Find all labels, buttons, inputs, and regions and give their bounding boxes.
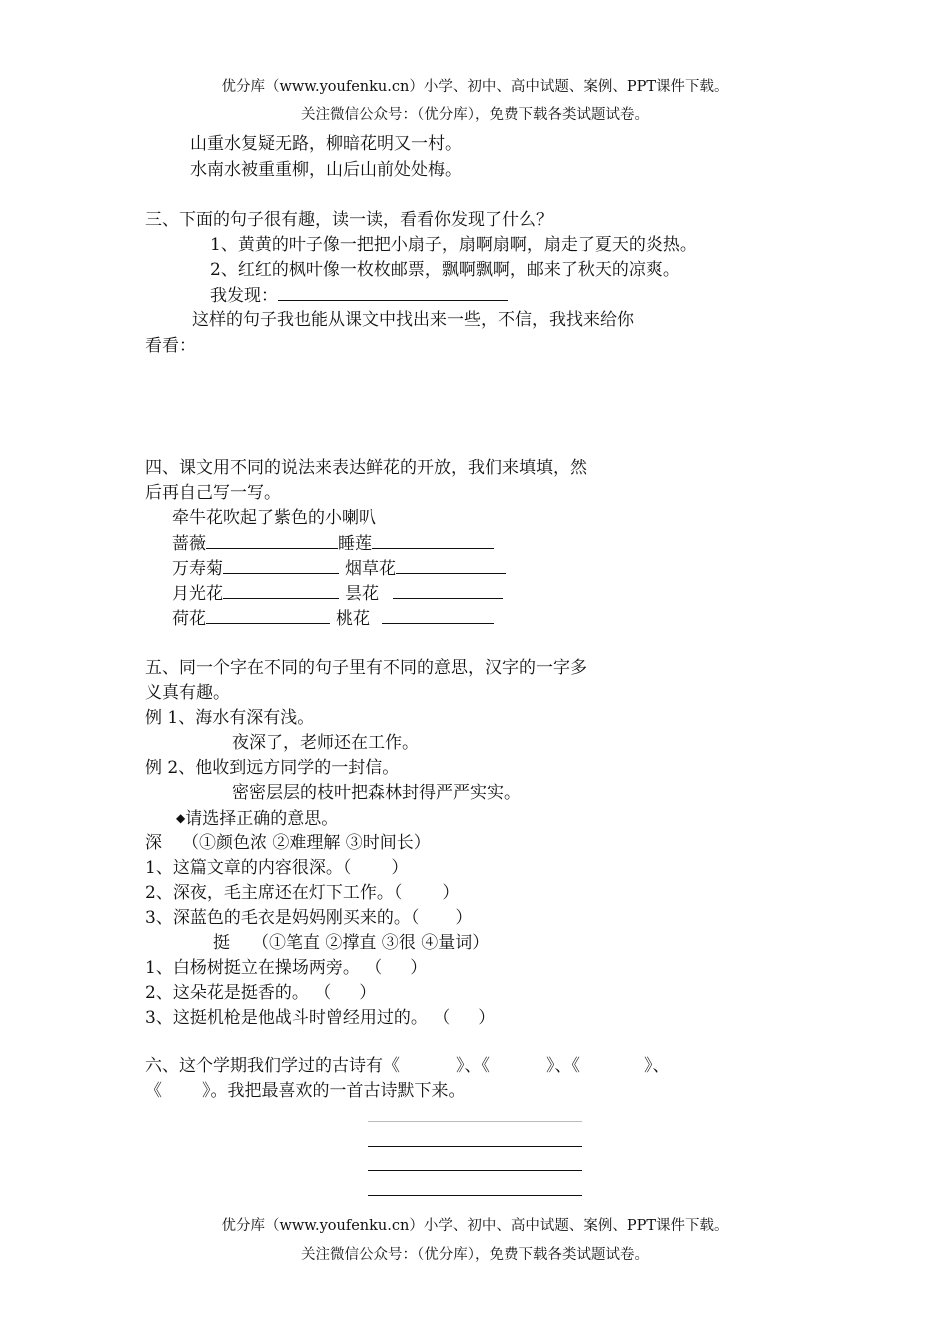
question-text: 2、这朵花是挺香的。 （: [145, 983, 332, 1003]
section-3-found: [210, 285, 508, 306]
section-5-title-1: 五、同一个字在不同的句子里有不同的意思，汉字的一字多: [145, 658, 587, 678]
paren-close: ）: [455, 908, 473, 928]
paren-close: ）: [391, 858, 409, 878]
flower-label-a: 荷花: [172, 609, 206, 629]
ting-options-line: [213, 933, 489, 953]
flower-blank-a[interactable]: [223, 558, 339, 574]
section-3-sentence-1: 1、黄黄的叶子像一把把小扇子，扇啊扇啊，扇走了夏天的炎热。: [210, 235, 697, 255]
writing-line[interactable]: [368, 1146, 582, 1147]
flower-blank-a[interactable]: [206, 533, 338, 549]
separator: 、: [652, 1056, 670, 1076]
section-4-title-2: 后再自己写一写。: [145, 483, 281, 503]
diamond-bullet-icon: ◆: [176, 811, 186, 825]
section-6-line-2: [145, 1081, 466, 1101]
flower-label-a: 万寿菊: [172, 559, 223, 579]
question-text: 3、这挺机枪是他战斗时曾经用过的。 （: [145, 1008, 451, 1028]
bracket-close: 》: [456, 1056, 465, 1076]
instruction-text: 请选择正确的意思。: [185, 809, 339, 829]
paren-close: ）: [442, 883, 460, 903]
question-text: 2、深夜，毛主席还在灯下工作。（: [145, 883, 403, 903]
shen-label: 深: [145, 833, 162, 853]
writing-line[interactable]: [368, 1121, 582, 1122]
example-1-a: 例 1、海水有深有浅。: [145, 708, 315, 728]
ting-label: 挺: [213, 933, 230, 953]
section-6-outro: 》。我把最喜欢的一首古诗默下来。: [202, 1081, 466, 1101]
writing-line[interactable]: [368, 1195, 582, 1196]
separator: 、: [554, 1056, 572, 1076]
question-text: 1、白杨树挺立在操场两旁。 （: [145, 958, 383, 978]
instruction: [176, 808, 338, 829]
example-1-b: 夜深了，老师还在工作。: [232, 733, 419, 753]
section-3-sentence-2: 2、红红的枫叶像一枚枚邮票，飘啊飘啊，邮来了秋天的凉爽。: [210, 260, 680, 280]
paren-close: ）: [359, 983, 377, 1003]
section-4-title-1: 四、课文用不同的说法来表达鲜花的开放，我们来填填，然: [145, 458, 587, 478]
flower-blank-b[interactable]: [372, 533, 494, 549]
flower-row: [172, 583, 503, 604]
separator: 、: [464, 1056, 482, 1076]
bracket-open: 《: [481, 1056, 490, 1076]
flower-blank-b[interactable]: [396, 558, 506, 574]
flower-blank-b[interactable]: [382, 608, 494, 624]
found-blank[interactable]: [278, 285, 508, 301]
poem-line-2: 水南水被重重柳，山后山前处处梅。: [190, 160, 462, 180]
bracket-close: 》: [546, 1056, 555, 1076]
flower-label-b: 烟草花: [345, 559, 396, 579]
ting-question: [145, 958, 427, 978]
example-2-a: 例 2、他收到远方同学的一封信。: [145, 758, 400, 778]
flower-row: [172, 558, 506, 579]
paren-close: ）: [478, 1008, 496, 1028]
bracket-close: 》: [644, 1056, 653, 1076]
page-footer-line1: 优分库（www.youfenku.cn）小学、初中、高中试题、案例、PPT课件下载。: [221, 1218, 729, 1234]
ting-options: （①笔直 ②撑直 ③很 ④量词）: [252, 933, 490, 953]
page-footer-line2: 关注微信公众号：（优分库），免费下载各类试题试卷。: [301, 1247, 649, 1263]
section-5-title-2: 义真有趣。: [145, 683, 230, 703]
example-2-b: 密密层层的枝叶把森林封得严严实实。: [232, 783, 521, 803]
flower-row: [172, 608, 494, 629]
section-3-find-line-2: 看看：: [145, 336, 196, 356]
ting-question: [145, 983, 376, 1003]
shen-question: [145, 883, 459, 903]
page-header-line1: 优分库（www.youfenku.cn）小学、初中、高中试题、案例、PPT课件下载。: [221, 79, 729, 95]
section-4-example: 牵牛花吹起了紫色的小喇叭: [172, 508, 376, 528]
flower-blank-b[interactable]: [393, 583, 503, 599]
flower-label-b: 睡莲: [338, 534, 372, 554]
section-6-line-1: [145, 1056, 670, 1076]
page-header-line2: 关注微信公众号：（优分库），免费下载各类试题试卷。: [301, 107, 649, 123]
poem-line-1: 山重水复疑无路，柳暗花明又一村。: [190, 134, 462, 154]
found-label: 我发现：: [210, 286, 278, 306]
question-text: 1、这篇文章的内容很深。（: [145, 858, 352, 878]
bracket-open: 《: [145, 1081, 162, 1101]
shen-question: [145, 908, 472, 928]
section-3-title: 三、下面的句子很有趣，读一读，看看你发现了什么？: [145, 210, 553, 230]
shen-options-line: [145, 833, 431, 853]
ting-question: [145, 1008, 495, 1028]
flower-label-a: 月光花: [172, 584, 223, 604]
flower-blank-a[interactable]: [206, 608, 330, 624]
shen-options: （①颜色浓 ②难理解 ③时间长）: [182, 833, 431, 853]
flower-label-b: 昙花: [345, 584, 379, 604]
paren-close: ）: [410, 958, 428, 978]
shen-question: [145, 858, 408, 878]
section-3-find-line-1: 这样的句子我也能从课文中找出来一些，不信，我找来给你: [192, 310, 634, 330]
question-text: 3、深蓝色的毛衣是妈妈刚买来的。（: [145, 908, 420, 928]
flower-label-b: 桃花: [336, 609, 370, 629]
flower-label-a: 蔷薇: [172, 534, 206, 554]
flower-blank-a[interactable]: [223, 583, 339, 599]
bracket-open: 《: [571, 1056, 580, 1076]
writing-line[interactable]: [368, 1170, 582, 1171]
section-6-intro: 六、这个学期我们学过的古诗有《: [145, 1056, 400, 1076]
flower-row: [172, 533, 494, 554]
